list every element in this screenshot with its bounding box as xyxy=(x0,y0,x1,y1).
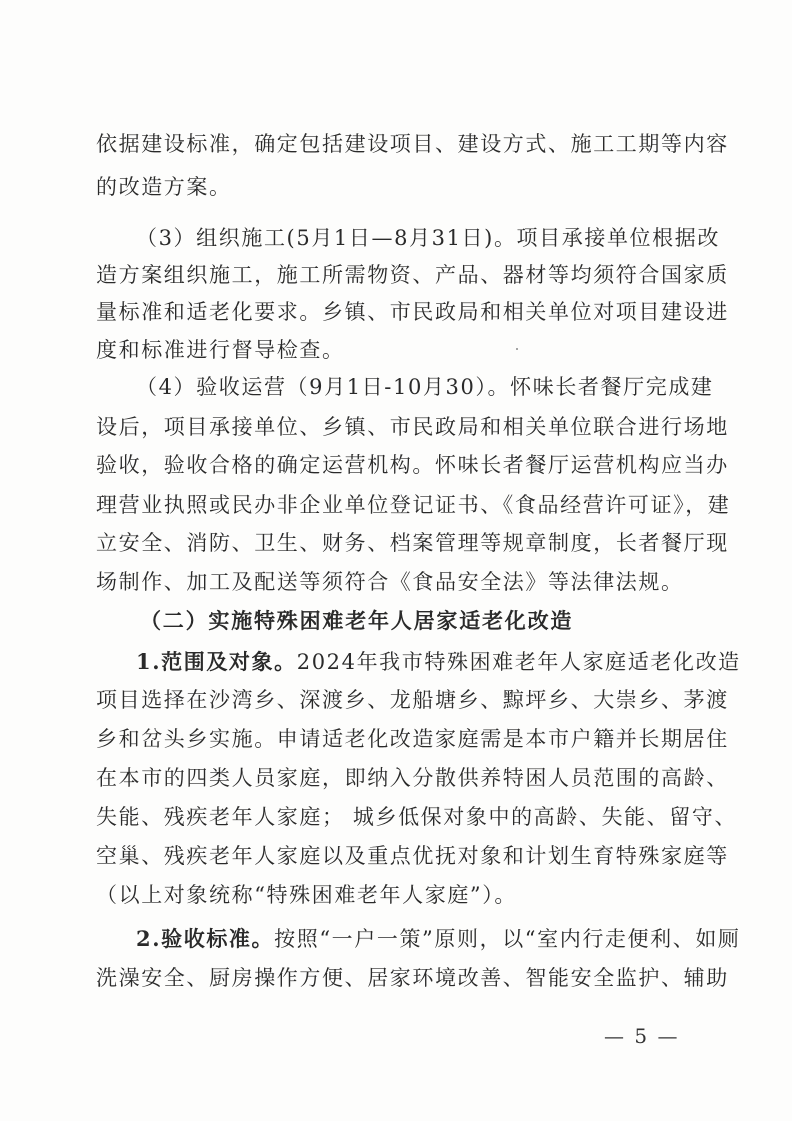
item-2-label: 2.验收标准。 xyxy=(136,926,275,951)
body-line: 场制作、加工及配送等须符合《食品安全法》等法律法规。 xyxy=(96,570,684,594)
body-line: 洗澡安全、厨房操作方便、居家环境改善、智能安全监护、辅助 xyxy=(96,966,729,990)
body-line: 设后，项目承接单位、乡镇、市民政局和相关单位联合进行场地 xyxy=(96,415,729,439)
body-line: 造方案组织施工，施工所需物资、产品、器材等均须符合国家质 xyxy=(96,263,729,287)
body-line: （3）组织施工(5月1日—8月31日)。项目承接单位根据改 xyxy=(136,226,720,250)
body-line: （以上对象统称“特殊困难老年人家庭”）。 xyxy=(96,883,517,907)
body-line: 依据建设标准，确定包括建设项目、建设方式、施工工期等内容 xyxy=(96,132,729,156)
body-line: 空巢、残疾老年人家庭以及重点优抚对象和计划生育特殊家庭等 xyxy=(96,844,729,868)
body-line: 立安全、消防、卫生、财务、档案管理等规章制度，长者餐厅现 xyxy=(96,531,729,555)
body-line: 理营业执照或民办非企业单位登记证书、《食品经营许可证》，建 xyxy=(96,493,731,517)
item-1-text: 2024年我市特殊困难老年人家庭适老化改造 xyxy=(296,650,741,674)
item-2-text: 按照“一户一策”原则，以“室内行走便利、如厕 xyxy=(274,927,741,951)
scan-speck xyxy=(516,348,518,350)
body-line: 项目选择在沙湾乡、深渡乡、龙船塘乡、黥坪乡、大崇乡、茅渡 xyxy=(96,688,729,712)
page-number: — 5 — xyxy=(604,1024,680,1048)
item-2-line xyxy=(136,924,741,954)
item-1-label: 1.范围及对象。 xyxy=(136,649,297,674)
body-line: 度和标准进行督导检查。 xyxy=(96,338,345,362)
item-1-line xyxy=(136,647,741,677)
body-line: （4）验收运营（9月1日-10月30）。怀味长者餐厅完成建 xyxy=(136,375,714,399)
section-heading: （二）实施特殊困难老年人居家适老化改造 xyxy=(140,609,574,633)
body-line: 乡和岔头乡实施。申请适老化改造家庭需是本市户籍并长期居住 xyxy=(96,727,729,751)
body-line: 验收，验收合格的确定运营机构。怀味长者餐厅运营机构应当办 xyxy=(96,453,729,477)
body-line: 失能、残疾老年人家庭； 城乡低保对象中的高龄、失能、留守、 xyxy=(96,805,738,829)
body-line: 量标准和适老化要求。乡镇、市民政局和相关单位对项目建设进 xyxy=(96,300,729,324)
body-line: 的改造方案。 xyxy=(96,175,232,199)
body-line: 在本市的四类人员家庭，即纳入分散供养特困人员范围的高龄、 xyxy=(96,766,729,790)
